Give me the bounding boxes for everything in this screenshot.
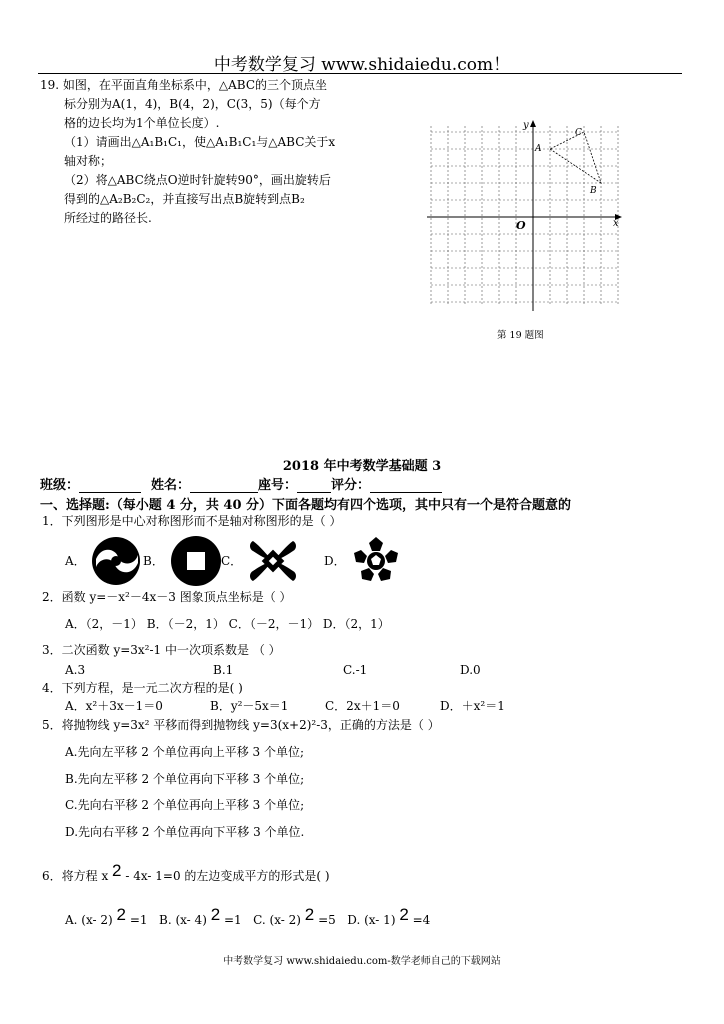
origin-label: O — [516, 219, 526, 232]
q2-options: A．（2，－1） B．（－2，1） C．（－2，－1） D．（2，1） — [65, 617, 390, 631]
q3-option-c: C.-1 — [343, 663, 368, 677]
q5-option-b: B.先向左平移 2 个单位再向下平移 3 个单位; — [65, 772, 305, 786]
q5-option-d: D.先向右平移 2 个单位再向下平移 3 个单位. — [65, 825, 305, 839]
q5-option-c: C.先向右平移 2 个单位再向上平移 3 个单位; — [65, 798, 305, 812]
score-blank[interactable] — [370, 480, 442, 493]
q19-line-4: （1）请画出△A₁B₁C₁，使△A₁B₁C₁与△ABC关于x — [64, 135, 336, 149]
seat-blank[interactable] — [297, 480, 331, 493]
q6-stem-b: - 4x- 1=0 的左边变成平方的形式是( ) — [125, 869, 330, 883]
page-header: 中考数学复习 www.shidaiedu.com！ — [213, 55, 511, 75]
q6-stem — [42, 861, 330, 886]
q19-line-7: 得到的△A₂B₂C₂，并直接写出点B旋转到点B₂ — [64, 192, 305, 206]
seat-label: 座号： — [258, 478, 298, 493]
exam-info-row — [40, 474, 442, 493]
q1-option-a-label: A． — [65, 554, 86, 568]
q6-option-c: C. (x- 2) 2 =5 — [253, 905, 336, 927]
q3-option-d: D.0 — [460, 663, 481, 677]
q19-coordinate-grid — [425, 118, 625, 318]
q6-option-d: D. (x- 1) 2 =4 — [347, 905, 431, 927]
q1-option-c-label: C． — [221, 554, 243, 568]
q6-stem-exp: 2 — [112, 861, 122, 880]
name-label: 姓名： — [151, 478, 191, 493]
q4-stem: 4．下列方程，是一元二次方程的是( ) — [42, 681, 243, 695]
q6-option-b: B. (x- 4) 2 =1 — [159, 905, 242, 927]
q5-option-a: A.先向左平移 2 个单位再向上平移 3 个单位; — [65, 745, 305, 759]
figure-caption: 第 19 题图 — [497, 330, 544, 341]
point-a-label: A — [535, 144, 542, 154]
name-blank[interactable] — [190, 480, 258, 493]
q3-stem: 3．二次函数 y=3x²-1 中一次项系数是 （ ） — [42, 643, 281, 657]
q3-option-a: A.3 — [65, 663, 86, 677]
y-axis-label: y — [523, 120, 529, 131]
point-c-label: C — [575, 128, 582, 138]
q3-option-b: B.1 — [213, 663, 234, 677]
q19-line-1: 19. 如图，在平面直角坐标系中，△ABC的三个顶点坐 — [40, 78, 328, 92]
q1-option-d-figure[interactable] — [350, 535, 402, 587]
q6-stem-a: 6．将方程 x — [42, 869, 109, 883]
q1-option-c-figure[interactable] — [245, 535, 301, 587]
point-b-label: B — [590, 186, 597, 196]
q2-stem: 2．函数 y=－x²－4x－3 图象顶点坐标是（ ） — [42, 590, 292, 604]
q4-option-b: B．y²－5x＝1 — [210, 699, 289, 713]
q19-line-5: 轴对称； — [64, 154, 113, 168]
q1-stem: 1．下列图形是中心对称图形而不是轴对称图形的是（ ） — [42, 514, 342, 528]
q19-line-3: 格的边长均为1个单位长度）. — [64, 116, 220, 130]
q6-options — [65, 905, 430, 930]
q6-option-a: A. (x- 2) 2 =1 — [65, 905, 148, 927]
q5-stem: 5．将抛物线 y=3x² 平移而得到抛物线 y=3(x+2)²-3，正确的方法是（ ） — [42, 718, 440, 732]
score-label: 评分： — [331, 478, 371, 493]
q1-option-d-label: D． — [324, 554, 346, 568]
header-rule — [38, 73, 682, 74]
page-footer: 中考数学复习 www.shidaiedu.com-数学老师自己的下载网站 — [223, 956, 501, 967]
class-blank[interactable] — [79, 480, 141, 493]
q19-line-2: 标分别为A(1，4)，B(4，2)，C(3，5)（每个方 — [64, 97, 321, 111]
x-axis-label: x — [613, 218, 619, 229]
exam-title: 2018 年中考数学基础题 3 — [282, 459, 442, 474]
q4-option-a: A．x²＋3x－1＝0 — [65, 699, 163, 713]
section-heading: 一、选择题:（每小题 4 分，共 40 分）下面各题均有四个选项，其中只有一个是符合题意的 — [40, 498, 572, 513]
q4-option-d: D．＋x²＝1 — [440, 699, 505, 713]
q4-option-c: C．2x＋1＝0 — [325, 699, 400, 713]
q1-option-b-figure[interactable] — [170, 535, 222, 587]
q1-option-b-label: B． — [143, 554, 164, 568]
q19-line-6: （2）将△ABC绕点O逆时针旋转90°，画出旋转后 — [64, 173, 331, 187]
triangle-abc — [550, 132, 601, 183]
class-label: 班级： — [40, 478, 80, 493]
q1-option-a-figure[interactable] — [88, 535, 144, 587]
q19-line-8: 所经过的路径长. — [64, 211, 152, 225]
